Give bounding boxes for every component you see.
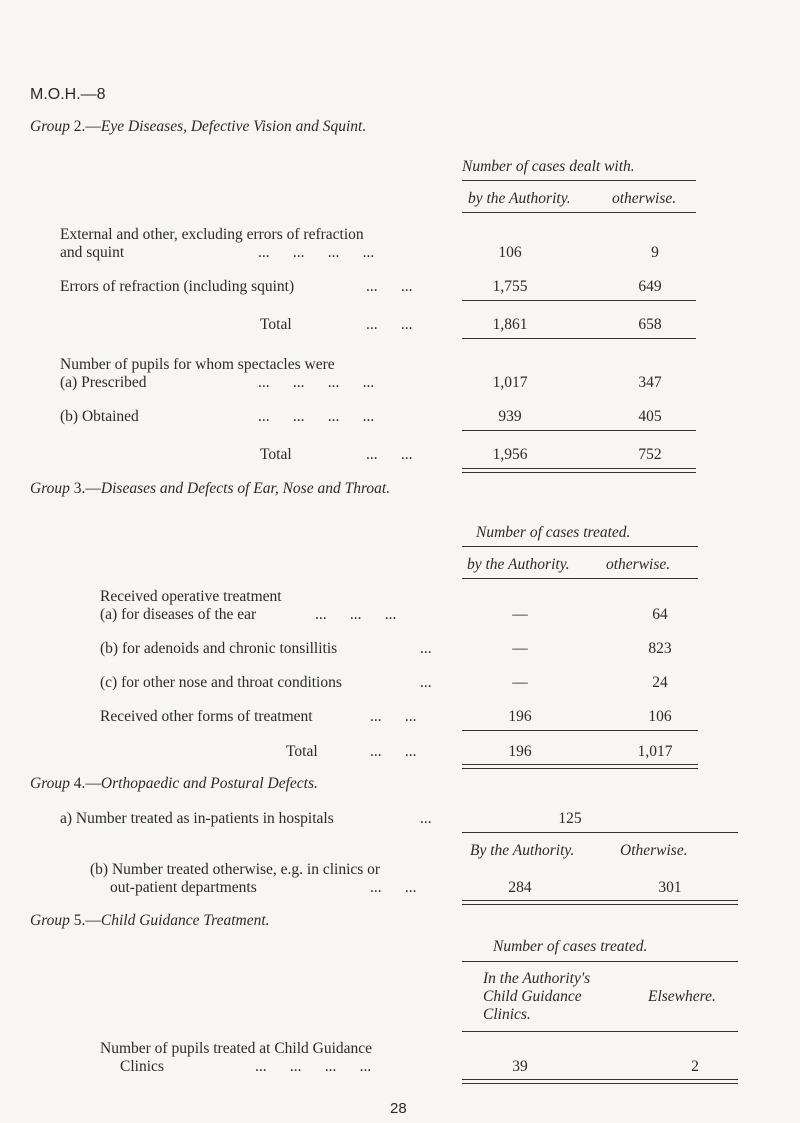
- group3-total-b: 1,017: [637, 743, 673, 760]
- group5-col-rule: [462, 1031, 738, 1032]
- group3-col-a: by the Authority.: [467, 556, 570, 573]
- group3-col-heading: Number of cases treated.: [476, 524, 631, 541]
- group3-row4-b: 106: [648, 708, 672, 725]
- group5-col-a3: Clinics.: [483, 1006, 531, 1023]
- leader-dots: ... ...: [366, 278, 413, 295]
- group2-row2-a: 1,755: [492, 278, 528, 295]
- group4-row-a-label: a) Number treated as in-patients in hospitals: [60, 810, 334, 827]
- group2-title-number: 2.—: [69, 118, 101, 135]
- group5-col-a2: Child Guidance: [483, 988, 582, 1005]
- group2-row1-a: 106: [498, 244, 522, 261]
- leader-dots: ...: [420, 640, 432, 657]
- group2-row4-label2: (a) Prescribed: [60, 374, 147, 391]
- group4-col-a: By the Authority.: [470, 842, 575, 859]
- leader-dots: ...: [420, 810, 432, 827]
- group2-row1-label2: and squint: [60, 244, 125, 261]
- group2-row4-b: 347: [638, 374, 662, 391]
- leader-dots: ...: [420, 674, 432, 691]
- group3-col-b: otherwise.: [606, 556, 671, 573]
- group2-col-b: otherwise.: [612, 190, 677, 207]
- leader-dots: ... ... ... ...: [255, 1058, 372, 1075]
- group3-row4-a: 196: [508, 708, 532, 725]
- group5-row-label1: Number of pupils treated at Child Guidance: [100, 1040, 373, 1057]
- group2-row4-label1: Number of pupils for whom spectacles were: [60, 356, 335, 373]
- group2-subtotal-rule: [462, 300, 696, 301]
- group3-title-prefix: Group: [30, 480, 70, 497]
- group2-total1-b: 658: [638, 316, 662, 333]
- group2-total2-label: Total: [260, 446, 292, 463]
- group5-title-number: 5.—: [69, 912, 101, 929]
- group5-title-prefix: Group: [30, 912, 70, 929]
- leader-dots: ... ...: [370, 708, 417, 725]
- group3-double-rule: [462, 764, 698, 769]
- group3-total-a: 196: [508, 743, 532, 760]
- group4-rule: [462, 832, 738, 833]
- page-number: 28: [390, 1100, 407, 1117]
- group2-row4-a: 1,017: [492, 374, 528, 391]
- group5-double-rule: [462, 1079, 738, 1084]
- leader-dots: ... ...: [370, 879, 417, 896]
- group2-total1-a: 1,861: [492, 316, 528, 333]
- group4-row-b-label1: (b) Number treated otherwise, e.g. in clinics or: [90, 861, 381, 878]
- group2-heading-rule: [462, 180, 696, 181]
- group5-heading-rule: [462, 961, 738, 962]
- group3-subtotal-rule: [462, 730, 698, 731]
- group4-title-text: Orthopaedic and Postural Defects.: [100, 775, 318, 792]
- group2-double-rule: [462, 468, 696, 473]
- group5-col-a1: In the Authority's: [483, 970, 591, 987]
- group3-row2-b: 823: [648, 640, 672, 657]
- group2-title-text: Eye Diseases, Defective Vision and Squint.: [100, 118, 367, 135]
- group4-row-b-b: 301: [658, 879, 682, 896]
- group2-col-a: by the Authority.: [468, 190, 571, 207]
- group2-total1-label: Total: [260, 316, 292, 333]
- group2-total2-b: 752: [638, 446, 662, 463]
- group2-row1-label1: External and other, excluding errors of refraction: [60, 226, 364, 243]
- group2-col-heading: Number of cases dealt with.: [462, 158, 635, 175]
- group3-title-text: Diseases and Defects of Ear, Nose and Throat.: [100, 480, 391, 497]
- leader-dots: ... ... ... ...: [258, 244, 375, 261]
- group2-subtotal2-rule: [462, 430, 696, 431]
- leader-dots: ... ... ...: [315, 606, 397, 623]
- leader-dots: ... ...: [370, 743, 417, 760]
- group2-title-prefix: Group: [30, 118, 70, 135]
- group3-title-number: 3.—: [69, 480, 101, 497]
- page-header: M.O.H.—8: [30, 86, 106, 103]
- group5-title: [30, 912, 270, 930]
- group5-col-b: Elsewhere.: [648, 988, 716, 1005]
- group3-total-label: Total: [286, 743, 318, 760]
- group3-row3-a: —: [512, 674, 528, 691]
- group3-row4-label: Received other forms of treatment: [100, 708, 313, 725]
- group2-row5-a: 939: [498, 408, 522, 425]
- group3-row1-b: 64: [652, 606, 668, 623]
- group3-row2-label: (b) for adenoids and chronic tonsillitis: [100, 640, 338, 657]
- group3-heading-rule: [462, 546, 698, 547]
- group2-row1-b: 9: [651, 244, 659, 261]
- leader-dots: ... ...: [366, 316, 413, 333]
- leader-dots: ... ... ... ...: [258, 374, 375, 391]
- group3-title: [30, 480, 390, 498]
- group3-row2-a: —: [512, 640, 528, 657]
- leader-dots: ... ... ... ...: [258, 408, 375, 425]
- group5-title-text: Child Guidance Treatment.: [100, 912, 270, 929]
- group4-title: [30, 775, 318, 793]
- group2-row5-label: (b) Obtained: [60, 408, 139, 425]
- group4-row-a-value: 125: [558, 810, 582, 827]
- group3-col-rule: [462, 578, 698, 579]
- group5-col-heading: Number of cases treated.: [493, 938, 648, 955]
- group2-total2-a: 1,956: [492, 446, 528, 463]
- group4-row-b-label2: out-patient departments: [110, 879, 257, 896]
- group4-title-number: 4.—: [69, 775, 101, 792]
- group2-row5-b: 405: [638, 408, 662, 425]
- group2-row2-label: Errors of refraction (including squint): [60, 278, 295, 295]
- group2-col-rule: [462, 212, 696, 213]
- group5-row-label2: Clinics: [120, 1058, 164, 1075]
- group3-row3-label: (c) for other nose and throat conditions: [100, 674, 342, 691]
- group3-row1-a: —: [512, 606, 528, 623]
- group2-title: [30, 118, 366, 136]
- group5-row-b: 2: [691, 1058, 699, 1075]
- group2-total1-rule: [462, 338, 696, 339]
- group4-col-b: Otherwise.: [620, 842, 688, 859]
- leader-dots: ... ...: [366, 446, 413, 463]
- group3-row1-label2: (a) for diseases of the ear: [100, 606, 257, 623]
- group4-row-b-a: 284: [508, 879, 532, 896]
- group4-double-rule: [462, 900, 738, 905]
- group3-row3-b: 24: [652, 674, 668, 691]
- group5-row-a: 39: [512, 1058, 528, 1075]
- group3-row1-label1: Received operative treatment: [100, 588, 282, 605]
- group2-row2-b: 649: [638, 278, 662, 295]
- group4-title-prefix: Group: [30, 775, 70, 792]
